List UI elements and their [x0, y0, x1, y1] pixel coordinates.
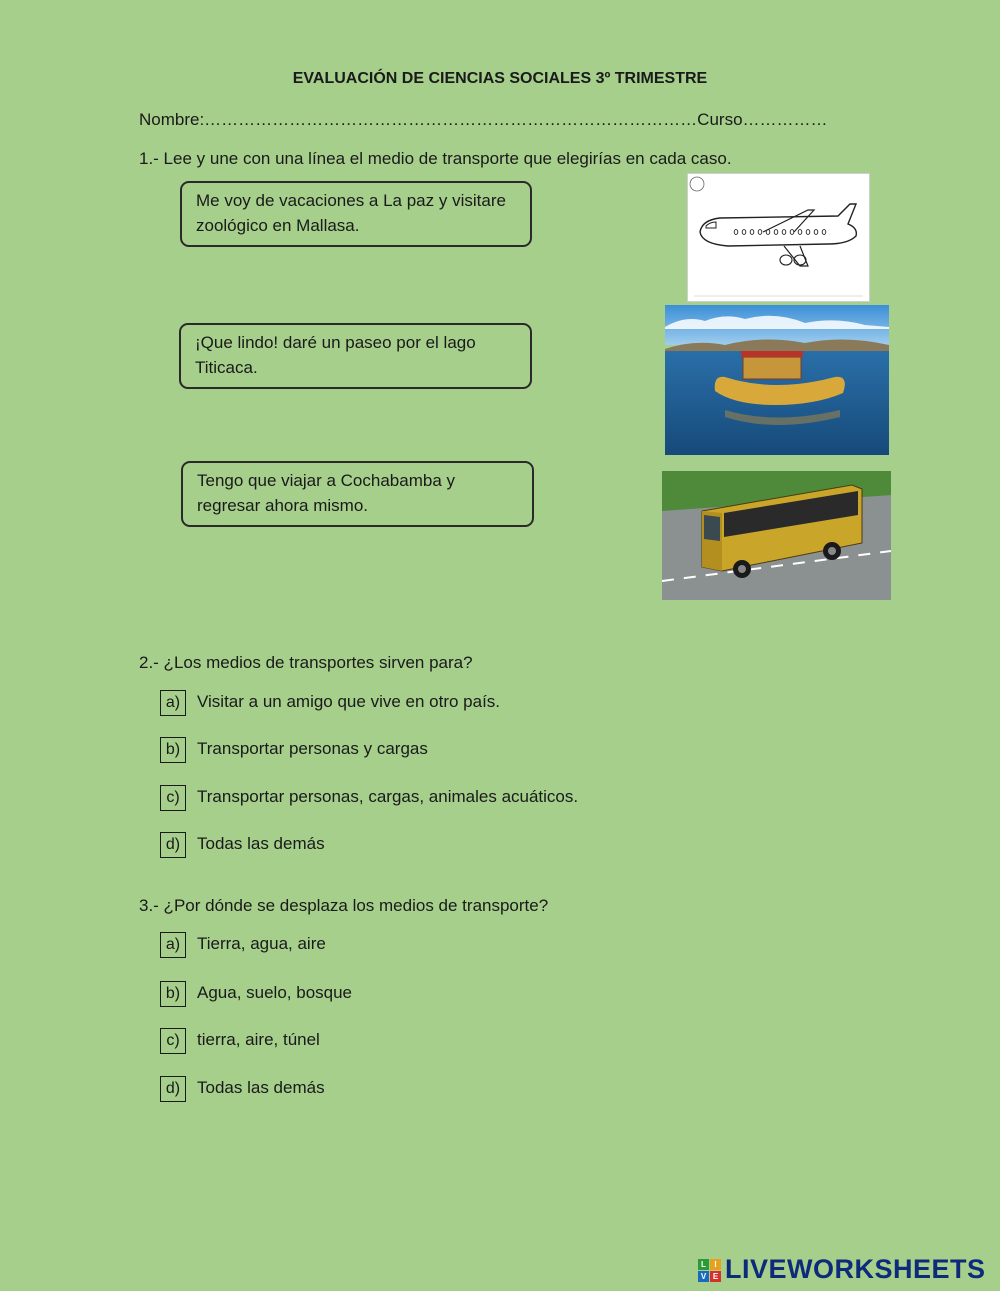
bus-image[interactable]: [662, 471, 891, 600]
option-text: Todas las demás: [197, 1078, 325, 1097]
option-text: Todas las demás: [197, 834, 325, 853]
option-letter-box[interactable]: d): [160, 1076, 186, 1102]
option-letter-box[interactable]: a): [160, 690, 186, 716]
match-box-lapaz[interactable]: [180, 181, 532, 247]
option-letter-box[interactable]: b): [160, 737, 186, 763]
match-box-line: zoológico en Mallasa.: [196, 216, 360, 235]
logo-tile: E: [710, 1271, 721, 1282]
page-title: EVALUACIÓN DE CIENCIAS SOCIALES 3º TRIMESTRE: [292, 70, 708, 87]
option-text: Transportar personas y cargas: [197, 739, 428, 758]
option-text: Transportar personas, cargas, animales acuáticos.: [197, 787, 579, 806]
question-3-prompt: 3.- ¿Por dónde se desplaza los medios de transporte?: [139, 896, 549, 915]
option-letter-box[interactable]: d): [160, 832, 186, 858]
match-box-line: ¡Que lindo! daré un paseo por el lago: [195, 333, 476, 352]
name-course-line: Nombre:……………………………………………………………………………Curso……………: [139, 110, 828, 129]
option-letter-box[interactable]: c): [160, 785, 186, 811]
match-box-cochabamba[interactable]: [181, 461, 534, 527]
airplane-icon: [688, 174, 869, 301]
reed-boat-icon: [665, 305, 889, 455]
option-text: Visitar a un amigo que vive en otro país.: [197, 692, 501, 711]
option-letter-box[interactable]: b): [160, 981, 186, 1007]
option-text: Tierra, agua, aire: [197, 934, 326, 953]
logo-wordmark: LIVEWORKSHEETS: [725, 1254, 986, 1284]
option-text: tierra, aire, túnel: [197, 1030, 320, 1049]
match-box-line: Tengo que viajar a Cochabamba y: [197, 471, 455, 490]
bus-icon: [662, 471, 891, 600]
option-letter-box[interactable]: a): [160, 932, 186, 958]
logo-tile: V: [698, 1271, 709, 1282]
option-letter-box[interactable]: c): [160, 1028, 186, 1054]
airplane-image[interactable]: [687, 173, 870, 302]
question-2-prompt: 2.- ¿Los medios de transportes sirven para?: [139, 653, 473, 672]
match-box-line: Me voy de vacaciones a La paz y visitare: [196, 191, 506, 210]
question-1-prompt: 1.- Lee y une con una línea el medio de transporte que elegirías en cada caso.: [139, 149, 732, 168]
reed-boat-image[interactable]: [665, 305, 889, 455]
match-box-titicaca[interactable]: [179, 323, 532, 389]
match-box-line: Titicaca.: [195, 358, 258, 377]
match-box-line: regresar ahora mismo.: [197, 496, 369, 515]
logo-tile: I: [710, 1259, 721, 1270]
option-text: Agua, suelo, bosque: [197, 983, 353, 1002]
logo-tile: L: [698, 1259, 709, 1270]
